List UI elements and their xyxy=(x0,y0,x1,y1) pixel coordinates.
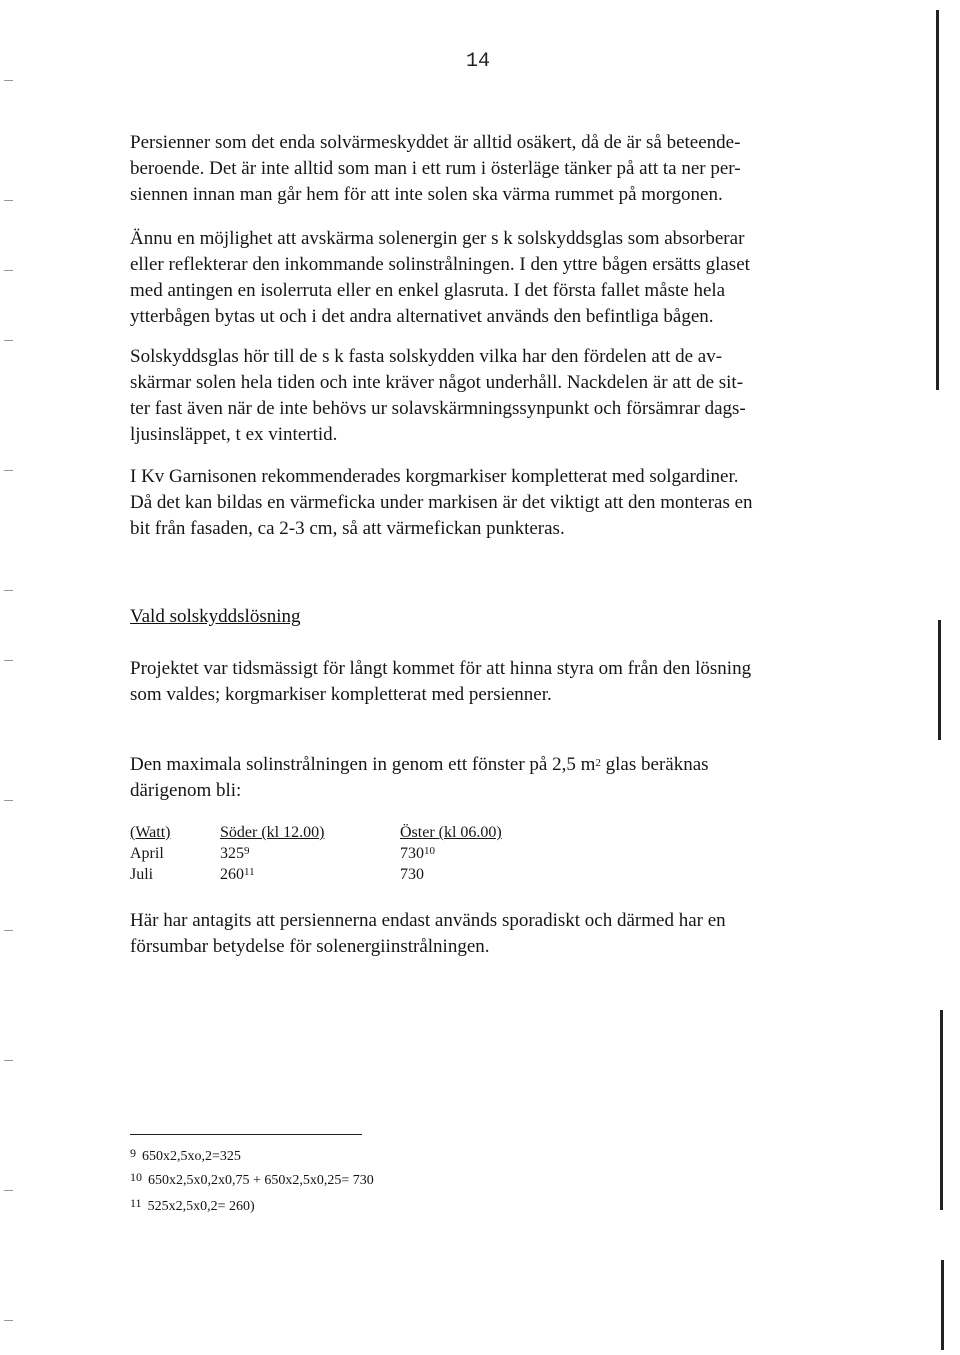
table-cell xyxy=(220,864,400,885)
text-line: beroende. Det är inte alltid som man i ett rum i österläge tänker på att ta ner per- xyxy=(130,158,741,179)
table-cell: April xyxy=(130,845,164,862)
footnote-divider xyxy=(130,1134,362,1135)
text-line: med antingen en isolerruta eller en enkel glasruta. I det första fallet måste hela xyxy=(130,280,726,301)
paragraph-solskyddsglas-intro xyxy=(130,226,835,330)
binding-mark xyxy=(4,1190,13,1191)
footnote-ref: 9 xyxy=(244,845,250,857)
paragraph-fasta-solskydd xyxy=(130,344,835,448)
text-fragment: Den maximala solinstrålningen in genom ett fönster på 2,5 m xyxy=(130,754,596,775)
text-line: Projektet var tidsmässigt för långt kommet för att hinna styra om från den lösning xyxy=(130,658,752,679)
text-line: skärmar solen hela tiden och inte kräver något underhåll. Nackdelen är att de sit- xyxy=(130,372,744,393)
footnote-text: 650x2,5x0,2x0,75 + 650x2,5x0,25= 730 xyxy=(148,1173,374,1188)
radiation-table xyxy=(130,822,530,885)
value: 730 xyxy=(400,845,424,862)
binding-mark xyxy=(4,930,13,931)
text-line: eller reflekterar den inkommande solinstrålningen. I den yttre bågen ersätts glaset xyxy=(130,254,750,275)
text-line: siennen innan man går hem för att inte solen ska värma rummet på morgonen. xyxy=(130,184,723,205)
text-line xyxy=(130,752,835,778)
scan-edge-middle xyxy=(938,620,941,740)
text-line: bit från fasaden, ca 2-3 cm, så att värmefickan punkteras. xyxy=(130,518,565,539)
scan-edge-top xyxy=(936,10,939,390)
value: 730 xyxy=(400,866,424,883)
table-cell xyxy=(220,843,400,864)
scan-edge-lower xyxy=(940,1010,943,1210)
value: 260 xyxy=(220,866,244,883)
text-line: försumbar betydelse för solenergiinstrålningen. xyxy=(130,936,490,957)
footnote-number: 10 xyxy=(130,1170,142,1184)
table-cell xyxy=(400,864,530,885)
table-header-row xyxy=(130,822,530,843)
binding-mark xyxy=(4,590,13,591)
table-cell: Juli xyxy=(130,866,154,883)
binding-mark xyxy=(4,80,13,81)
binding-mark xyxy=(4,340,13,341)
binding-mark xyxy=(4,800,13,801)
page-number: 14 xyxy=(466,50,491,73)
scan-edge-bottom xyxy=(941,1260,944,1350)
footnote xyxy=(130,1172,374,1190)
section-heading: Vald solskyddslösning xyxy=(130,606,301,627)
binding-mark xyxy=(4,470,13,471)
value: 325 xyxy=(220,845,244,862)
table-header: Söder (kl 12.00) xyxy=(220,824,325,841)
text-line: därigenom bli: xyxy=(130,780,242,801)
footnote-number: 11 xyxy=(130,1196,142,1210)
text-line: Då det kan bildas en värmeficka under markisen är det viktigt att den monteras en xyxy=(130,492,753,513)
superscript: 2 xyxy=(595,757,601,769)
text-line: Persienner som det enda solvärmeskyddet är alltid osäkert, då de är så beteende- xyxy=(130,132,741,153)
text-line: som valdes; korgmarkiser kompletterat med persienner. xyxy=(130,684,552,705)
paragraph-projektet xyxy=(130,656,835,708)
footnote-text: 525x2,5x0,2= 260) xyxy=(147,1199,255,1214)
binding-mark xyxy=(4,1320,13,1321)
table-header: Öster (kl 06.00) xyxy=(400,824,502,841)
paragraph-antagits xyxy=(130,908,835,960)
footnote-ref: 11 xyxy=(244,866,255,878)
binding-mark xyxy=(4,1060,13,1061)
footnote xyxy=(130,1198,255,1216)
text-line: ytterbågen bytas ut och i det andra alternativet används den befintliga bågen. xyxy=(130,306,714,327)
binding-mark xyxy=(4,270,13,271)
table-row xyxy=(130,843,530,864)
table-row xyxy=(130,864,530,885)
paragraph-garnisonen xyxy=(130,464,835,542)
text-line: ljusinsläppet, t ex vintertid. xyxy=(130,424,338,445)
table-header: (Watt) xyxy=(130,824,171,841)
binding-mark xyxy=(4,200,13,201)
binding-mark xyxy=(4,660,13,661)
paragraph-maximala xyxy=(130,752,835,804)
paragraph-persienner xyxy=(130,130,835,208)
text-line: Här har antagits att persiennerna endast används sporadiskt och därmed har en xyxy=(130,910,726,931)
text-line: Ännu en möjlighet att avskärma solenergin ger s k solskyddsglas som absorberar xyxy=(130,228,745,249)
text-line: Solskyddsglas hör till de s k fasta solskydden vilka har den fördelen att de av- xyxy=(130,346,723,367)
footnote xyxy=(130,1148,241,1166)
table-cell xyxy=(400,843,530,864)
text-fragment: glas beräknas xyxy=(600,754,709,775)
footnote-text: 650x2,5xo,2=325 xyxy=(142,1149,241,1164)
text-line: I Kv Garnisonen rekommenderades korgmarkiser kompletterat med solgardiner. xyxy=(130,466,739,487)
text-line: ter fast även när de inte behövs ur solavskärmningssynpunkt och försämrar dags- xyxy=(130,398,746,419)
footnote-number: 9 xyxy=(130,1146,136,1160)
footnote-ref: 10 xyxy=(424,845,435,857)
